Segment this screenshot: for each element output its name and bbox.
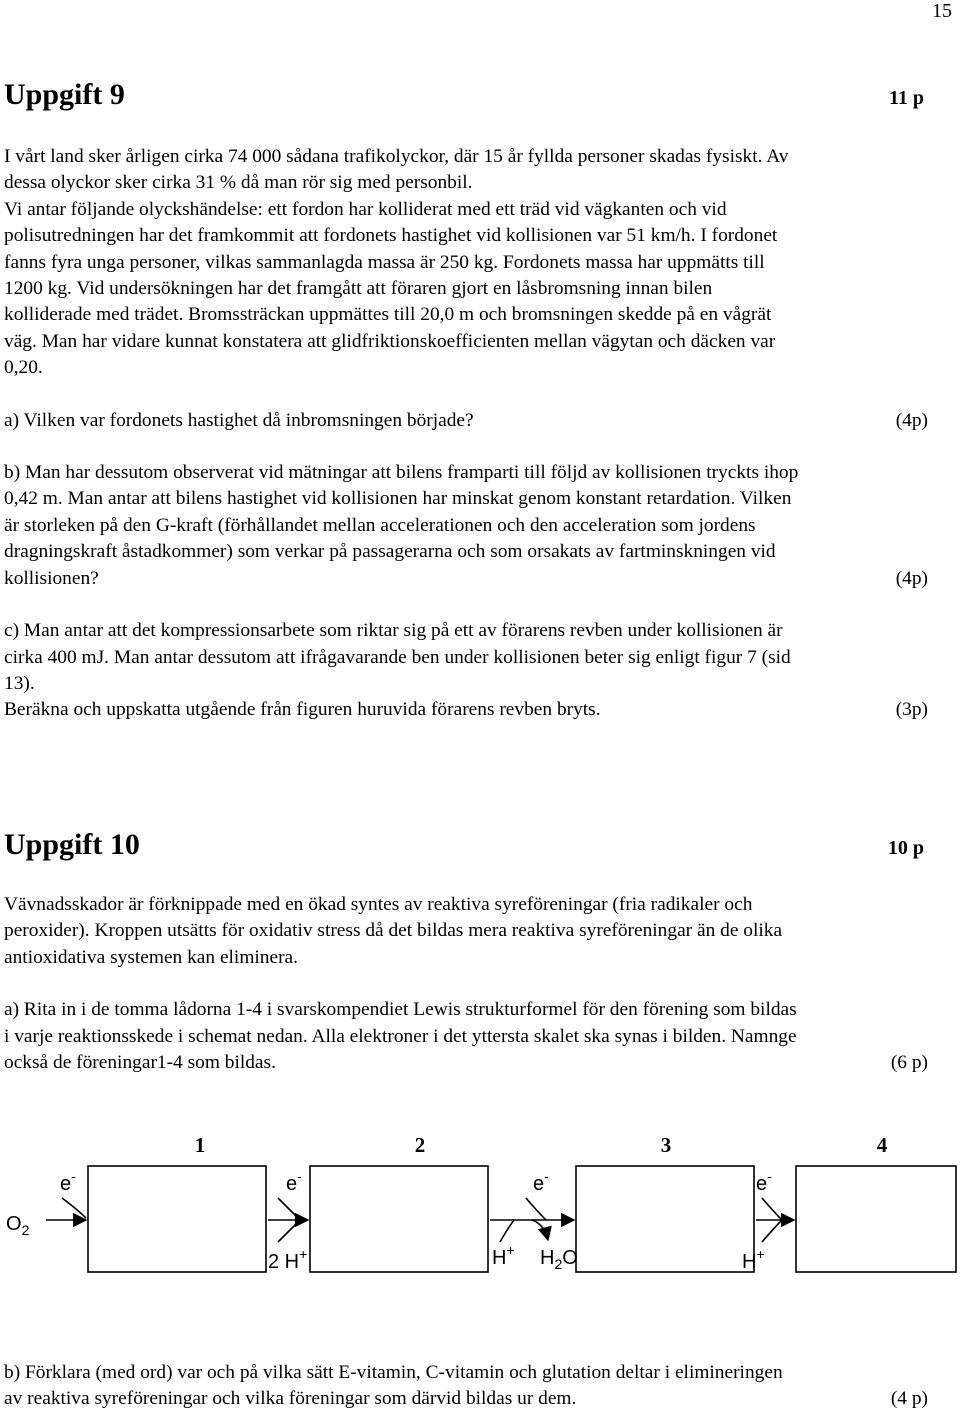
- task10-qb-line: b) Förklara (med ord) var och på vilka sätt E-vitamin, C-vitamin och glutation deltar i elimineringen: [4, 1362, 783, 1383]
- task9-intro-line: polisutredningen har det framkommit att fordonets hastighet vid kollisionen var 51 km/h. I fordonet: [4, 225, 778, 247]
- box-number-4: 4: [876, 1133, 888, 1157]
- question-text: kollisionen?: [4, 567, 99, 589]
- proton-label-4: H+: [742, 1246, 765, 1273]
- task9-question-c-end: [4, 697, 928, 723]
- task10-intro-line: peroxider). Kroppen utsätts för oxidativ stress då det bildas mera reaktiva syreföreningar än de olika: [4, 920, 783, 942]
- task9-qc-line: 13).: [4, 672, 35, 694]
- electron-arrow-2: [278, 1198, 300, 1220]
- task10-qa-line: i varje reaktionsskede i schemat nedan. Alla elektroner i det yttersta skalet ska synas i bilden. Namnge: [4, 1025, 797, 1047]
- electron-arrow-1: [62, 1198, 86, 1218]
- task10-header: [4, 828, 924, 862]
- task9-points: 11 p: [888, 87, 924, 109]
- electron-label-4: e-: [756, 1168, 772, 1195]
- answer-box-1: [88, 1166, 266, 1272]
- question-text: också de föreningar1-4 som bildas.: [4, 1052, 276, 1074]
- task9-question-a: [4, 408, 928, 434]
- task10-intro-line: antioxidativa systemen kan eliminera.: [4, 946, 299, 968]
- electron-arrow-4: [762, 1198, 782, 1220]
- answer-box-3: [576, 1166, 754, 1272]
- task9-intro-line: fanns fyra unga personer, vilkas sammanlagda massa är 250 kg. Fordonets massa har uppmätts till: [4, 251, 765, 273]
- electron-label-1: e-: [60, 1168, 76, 1195]
- task10-question-b-end: [4, 1386, 928, 1412]
- question-points: (6 p): [890, 1052, 928, 1074]
- task9-qb-line: dragningskraft åstadkommer) som verkar på passagerarna och som orsakats av fartminskningen vid: [4, 541, 776, 563]
- task9-qc-line: cirka 400 mJ. Man antar dessutom att ifrågavarande ben under kollisionen beter sig enligt figur 7 (sid: [4, 646, 791, 668]
- task9-intro-line: 1200 kg. Vid undersökningen har det framgått att föraren gjort en låsbromsning innan bilen: [4, 278, 713, 300]
- electron-label-3: e-: [533, 1168, 549, 1195]
- question-points: (4 p): [890, 1388, 928, 1410]
- task9-title: Uppgift 9: [4, 78, 125, 111]
- task9-qb-line: 0,42 m. Man antar att bilens hastighet vid kollisionen har minskat genom konstant retardation. Vilken: [4, 488, 792, 510]
- box-number-2: 2: [414, 1133, 426, 1157]
- question-points: (3p): [895, 699, 928, 721]
- task9-intro-line: Vi antar följande olyckshändelse: ett fordon har kolliderat med ett träd vid vägkanten och vid: [4, 198, 727, 220]
- proton-label-2: 2 H+: [268, 1246, 308, 1273]
- answer-box-2: [310, 1166, 488, 1272]
- water-label: $H_2O$: [540, 1247, 578, 1272]
- proton-arrow-2: [278, 1220, 300, 1242]
- task9-intro-line: väg. Man har vidare kunnat konstatera att glidfriktionskoefficienten mellan vägytan och däcken var: [4, 330, 776, 352]
- question-points: (4p): [895, 409, 928, 431]
- task10-qa-line: a) Rita in i de tomma lådorna 1-4 i svarskompendiet Lewis strukturformel för den förening som bildas: [4, 999, 797, 1021]
- task9-qb-line: b) Man har dessutom observerat vid mätningar att bilens framparti till följd av kollisionen tryckts ihop: [4, 462, 799, 484]
- question-text: Beräkna och uppskatta utgående från figuren huruvida förarens revben bryts.: [4, 699, 601, 721]
- electron-label-2: e-: [286, 1168, 302, 1195]
- box-number-1: 1: [194, 1133, 206, 1157]
- question-text: a) Vilken var fordonets hastighet då inbromsningen började?: [4, 409, 474, 431]
- task10-intro-line: Vävnadsskador är förknippade med en ökad syntes av reaktiva syreföreningar (fria radikaler och: [4, 894, 753, 915]
- box-number-3: 3: [660, 1133, 672, 1157]
- task9-intro-line: I vårt land sker årligen cirka 74 000 sådana trafikolyckor, där 15 år fyllda personer skadas fysiskt. Av: [4, 146, 789, 167]
- question-text: av reaktiva syreföreningar och vilka föreningar som därvid bildas ur dem.: [4, 1388, 577, 1410]
- task9-intro-line: 0,20.: [4, 357, 43, 379]
- oxygen-label: $O_2$: [6, 1213, 30, 1238]
- task10-body: [4, 892, 928, 1076]
- task10-question-a-end: [4, 1050, 928, 1076]
- electron-arrow-3: [526, 1198, 546, 1220]
- task10-title: Uppgift 10: [4, 828, 140, 861]
- task9-qc-line: c) Man antar att det kompressionsarbete som riktar sig på ett av förarens revben under kollisionen är: [4, 620, 783, 642]
- task9-intro-line: kolliderade med trädet. Bromssträckan uppmättes till 20,0 m och bromsningen skedde på en vågrät: [4, 304, 772, 326]
- proton-arrow-3: [500, 1220, 514, 1242]
- reaction-schema: [0, 1128, 960, 1278]
- proton-arrow-4: [762, 1220, 782, 1242]
- task9-header: [4, 78, 924, 112]
- task9-question-b-end: [4, 566, 928, 592]
- task10-question-b: [4, 1360, 928, 1413]
- task9-qb-line: är storleken på den G-kraft (förhållandet mellan accelerationen och den acceleration som jordens: [4, 514, 756, 536]
- proton-label-3: H+: [492, 1242, 515, 1269]
- water-out-arrow: [532, 1220, 548, 1240]
- page-number: 15: [932, 0, 952, 22]
- question-points: (4p): [895, 567, 928, 589]
- task9-body: [4, 144, 928, 724]
- task9-intro-line: dessa olyckor sker cirka 31 % då man rör sig med personbil.: [4, 172, 473, 194]
- answer-box-4: [796, 1166, 956, 1272]
- task10-points: 10 p: [887, 837, 924, 859]
